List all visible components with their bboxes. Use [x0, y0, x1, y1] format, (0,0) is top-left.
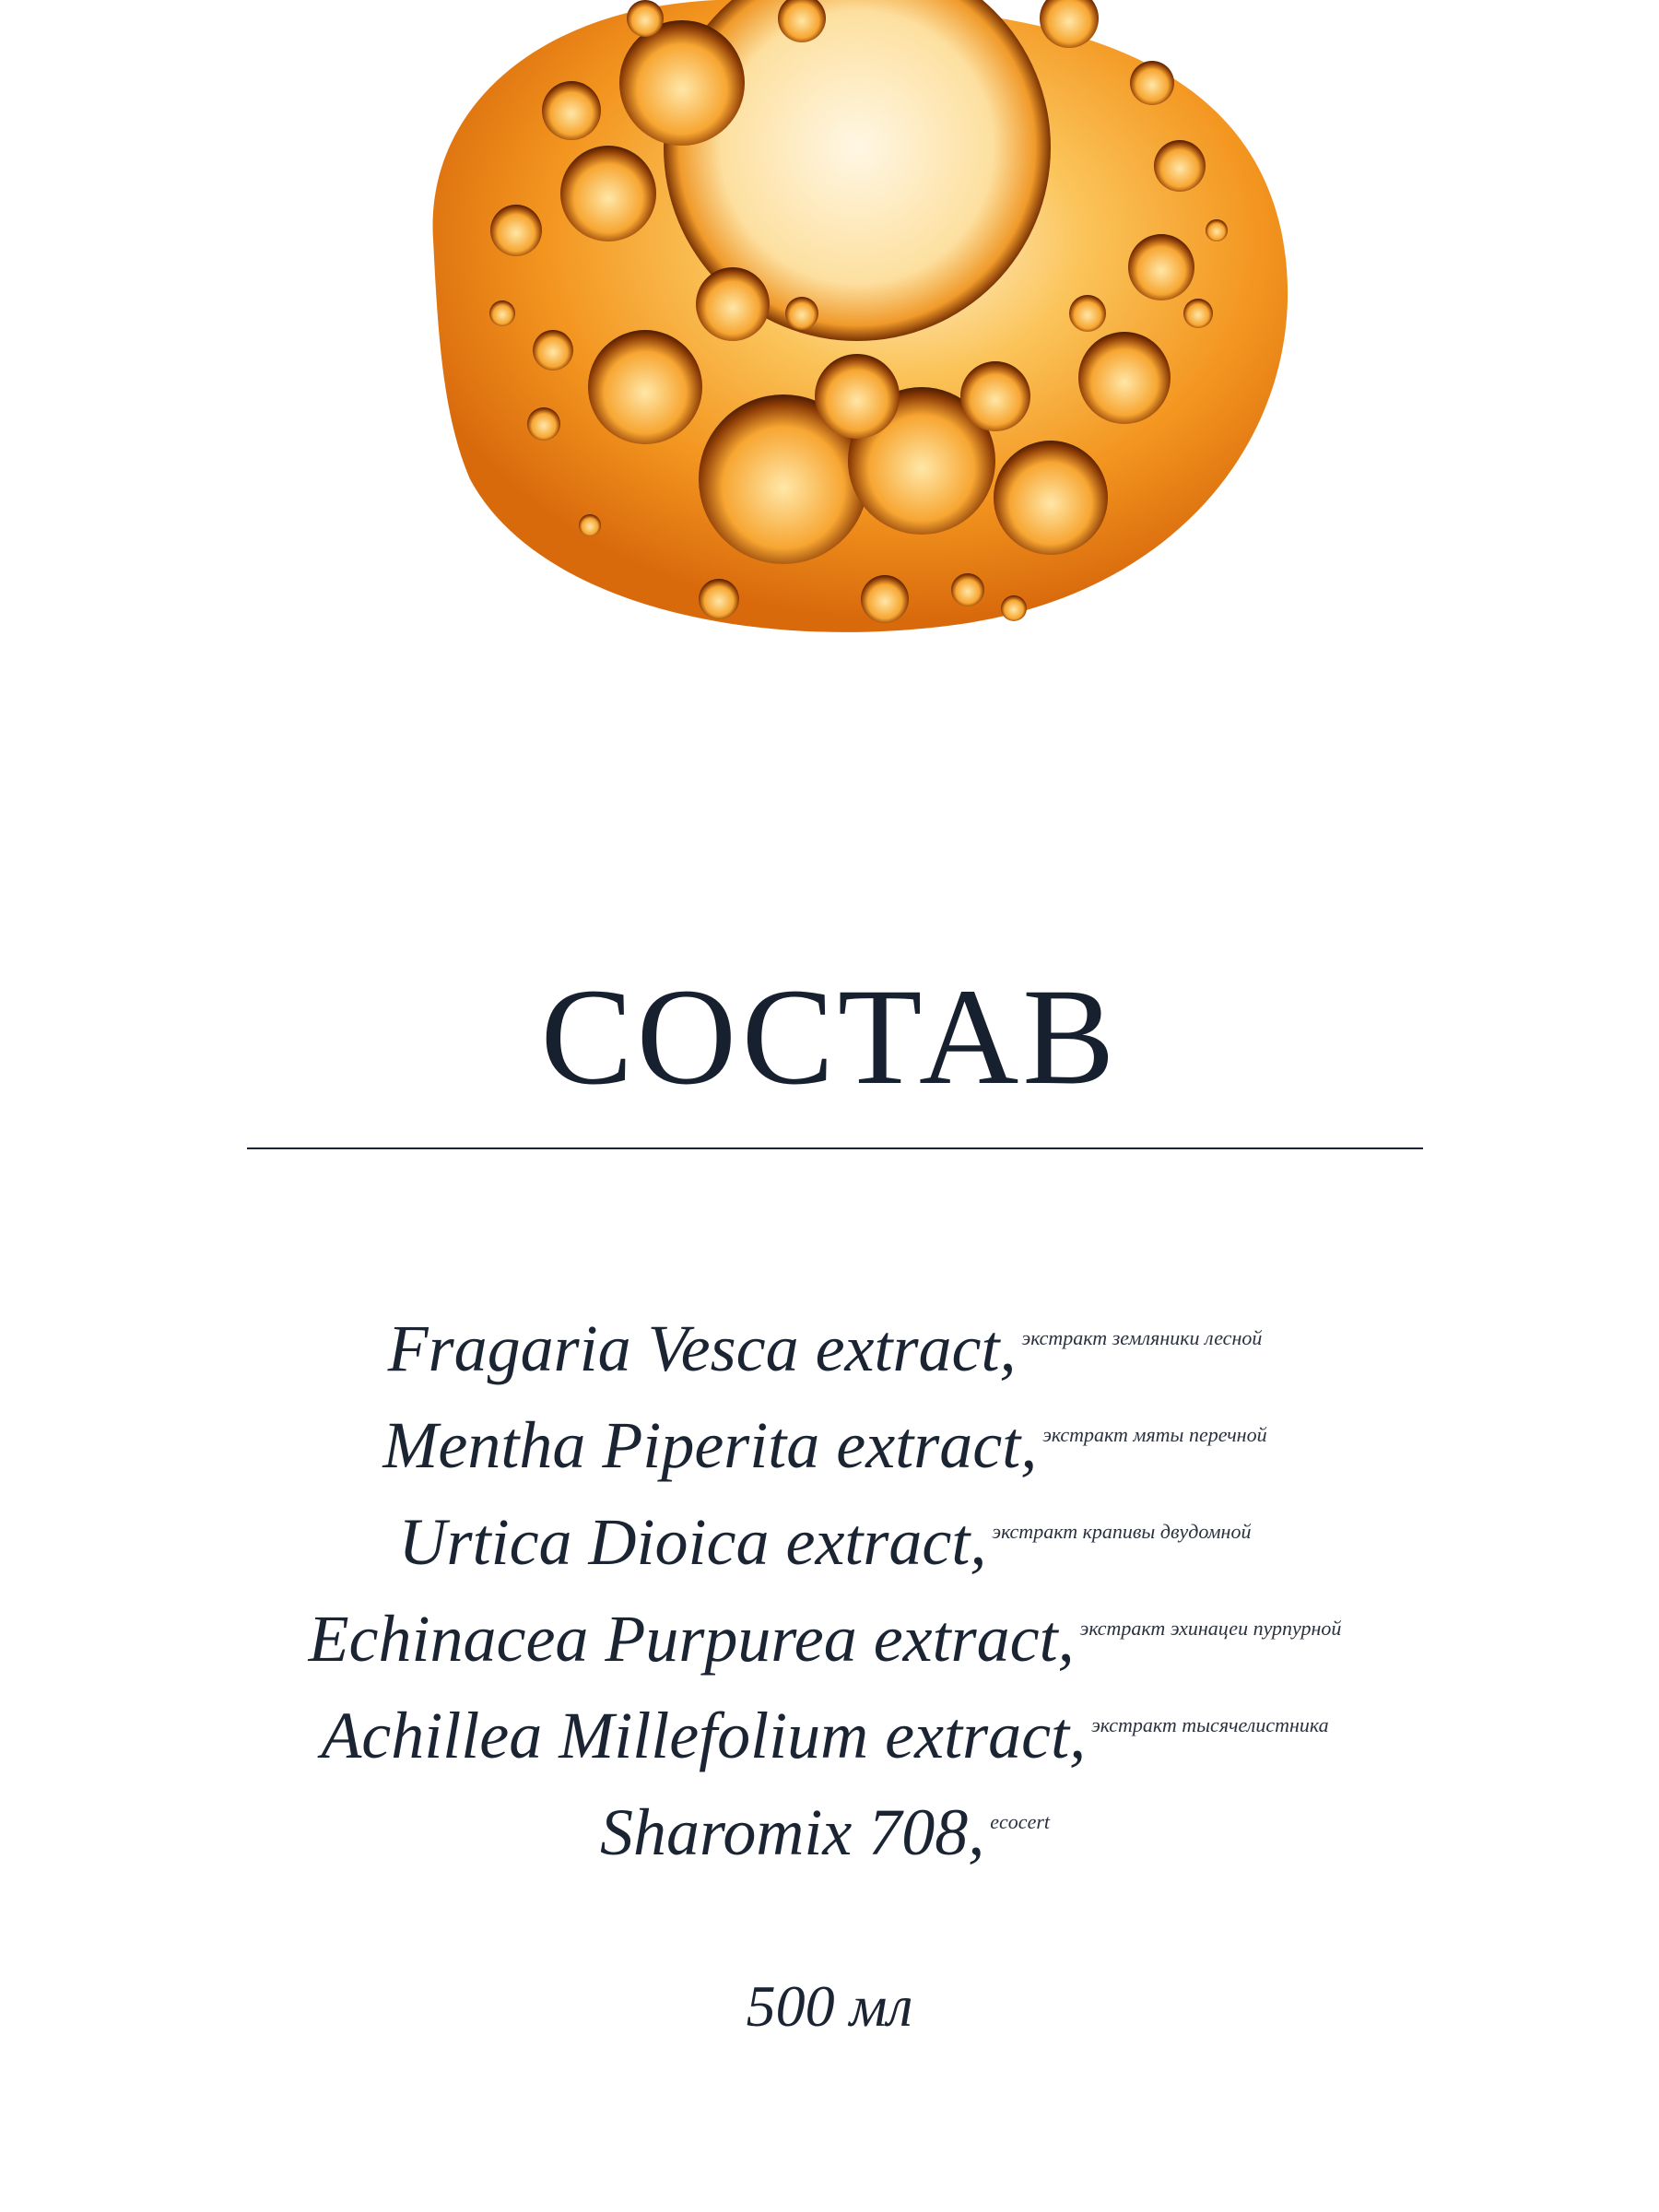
ingredient-name: Achillea Millefolium extract,	[321, 1699, 1087, 1772]
oil-bubbles-image	[369, 0, 1290, 664]
title-divider	[247, 1147, 1423, 1149]
ingredient-name: Echinacea Purpurea extract,	[308, 1602, 1075, 1676]
page-title: СОСТАВ	[540, 960, 1119, 1113]
ingredient-name: Mentha Piperita extract,	[382, 1408, 1038, 1482]
ingredient-note: экстракт тысячелистника	[1091, 1713, 1329, 1736]
ingredient-name: Sharomix 708,	[599, 1795, 985, 1869]
volume-label: 500 мл	[746, 1973, 913, 2039]
ingredient-note: экстракт земляники лесной	[1021, 1326, 1263, 1349]
ingredient-note: экстракт эхинацеи пурпурной	[1079, 1617, 1342, 1640]
ingredients-list	[147, 1295, 1512, 1876]
ingredient-name: Fragaria Vesca extract,	[387, 1312, 1017, 1385]
ingredient-note: экстракт мяты перечной	[1042, 1423, 1267, 1446]
ingredient-name: Urtica Dioica extract,	[398, 1505, 987, 1579]
ingredient-note: ecocert	[990, 1810, 1051, 1833]
ingredient-note: экстракт крапивы двудомной	[992, 1520, 1252, 1543]
